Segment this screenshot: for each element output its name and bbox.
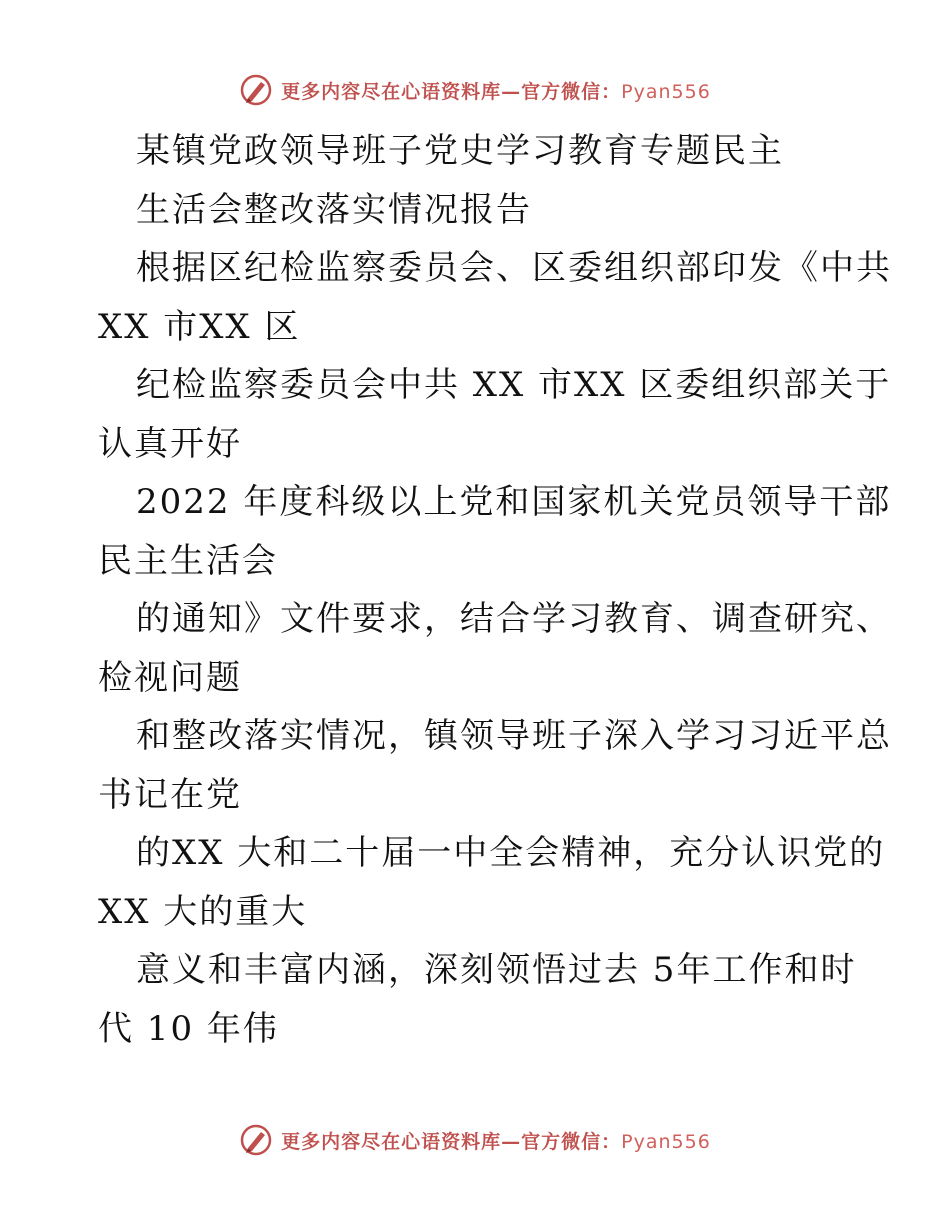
document-line: 某镇党政领导班子党史学习教育专题民主 (136, 131, 784, 171)
document-line: XX 市XX 区 (98, 306, 301, 347)
document-line: 意义和丰富内涵，深刻领悟过去 5年工作和时 (136, 950, 857, 990)
header-watermark (0, 70, 950, 110)
document-line: 检视问题 (98, 657, 242, 698)
pen-seal-icon (239, 1123, 273, 1157)
watermark-text: 更多内容尽在心语资料库—官方微信：Pyan556 (281, 80, 711, 103)
watermark-text: 更多内容尽在心语资料库—官方微信：Pyan556 (281, 1130, 711, 1153)
document-line: 生活会整改落实情况报告 (136, 189, 532, 230)
document-body (98, 122, 892, 1058)
document-line: 认真开好 (98, 423, 242, 464)
document-line: 书记在党 (98, 774, 242, 815)
document-line: 2022 年度科级以上党和国家机关党员领导干部 (136, 482, 892, 522)
document-line: 根据区纪检监察委员会、区委组织部印发《中共 (136, 248, 892, 288)
document-line: 的XX 大和二十届一中全会精神，充分认识党的 (136, 833, 886, 873)
footer-watermark (0, 1120, 950, 1160)
document-line: 和整改落实情况，镇领导班子深入学习习近平总 (136, 716, 892, 756)
document-line: 纪检监察委员会中共 XX 市XX 区委组织部关于 (136, 365, 892, 405)
document-line: 的通知》文件要求，结合学习教育、调查研究、 (136, 599, 892, 639)
pen-seal-icon (239, 73, 273, 107)
document-line: XX 大的重大 (98, 891, 308, 932)
document-line: 民主生活会 (98, 540, 278, 581)
document-line: 代 10 年伟 (98, 1008, 279, 1049)
